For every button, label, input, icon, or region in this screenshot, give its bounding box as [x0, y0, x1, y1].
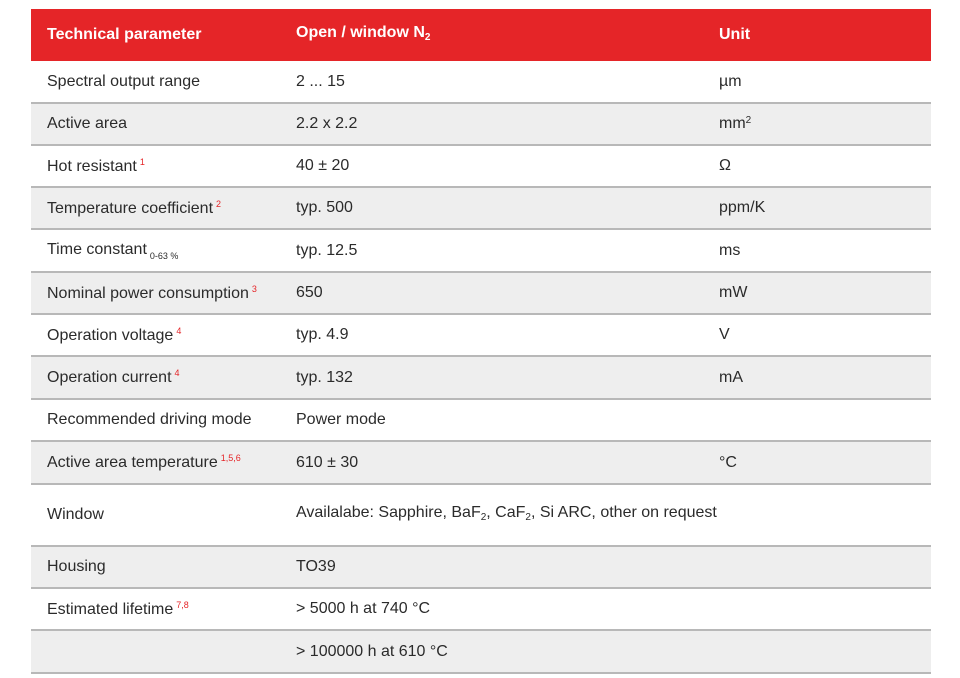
table-row	[31, 400, 931, 442]
footnote-marker: 4	[176, 325, 182, 336]
param-label: Temperature coefficient	[47, 199, 214, 217]
value-cell: typ. 132	[296, 368, 353, 386]
window-text-2: , CaF	[486, 503, 526, 521]
window-text-1: Availalabe: Sapphire, BaF	[296, 503, 481, 521]
param-cell	[31, 411, 296, 429]
header-open-window-text: Open / window N	[296, 23, 425, 41]
header-open-window	[296, 21, 719, 50]
window-text-3: , Si ARC, other on request	[530, 503, 717, 521]
param-label: Estimated lifetime	[47, 600, 174, 618]
footnote-marker: 1,5,6	[220, 453, 241, 463]
unit-cell	[719, 115, 931, 133]
unit-cell: ppm/K	[719, 199, 766, 216]
value-cell: > 5000 h at 740 °C	[296, 600, 431, 617]
baf2-subscript: 2	[480, 511, 487, 523]
header-technical-parameter: Technical parameter	[47, 26, 202, 43]
param-cell	[31, 73, 296, 91]
value-cell: typ. 500	[296, 199, 353, 216]
header-unit: Unit	[719, 26, 751, 43]
caf2-subscript: 2	[525, 511, 531, 523]
unit-cell: Ω	[719, 157, 731, 174]
table-row	[31, 315, 931, 357]
param-label: Recommended driving mode	[47, 411, 252, 428]
footnote-marker: 4	[174, 368, 180, 378]
footnote-marker: 3	[251, 283, 257, 294]
unit-cell: °C	[719, 453, 737, 471]
unit-text: mm	[719, 115, 746, 132]
table-header-row	[31, 9, 931, 61]
param-label: Hot resistant	[47, 157, 137, 175]
param-label: Active area	[47, 115, 128, 132]
param-cell	[31, 453, 296, 472]
value-cell: typ. 4.9	[296, 326, 349, 343]
table-row	[31, 442, 931, 485]
value-cell: 2.2 x 2.2	[296, 115, 358, 132]
param-cell	[31, 241, 296, 261]
footnote-marker: 7,8	[176, 599, 189, 610]
table-row	[31, 357, 931, 400]
param-cell	[31, 506, 296, 524]
footnote-marker: 1	[139, 156, 145, 167]
table-row	[31, 631, 931, 674]
value-cell: 2 ... 15	[296, 72, 345, 90]
footnote-marker: 2	[216, 198, 222, 209]
param-cell	[31, 157, 296, 176]
table-row	[31, 188, 931, 230]
table-row	[31, 589, 931, 631]
value-cell: 610 ± 30	[296, 453, 359, 471]
param-cell	[31, 199, 296, 218]
unit-cell: mW	[719, 284, 748, 301]
value-cell: 40 ± 20	[296, 157, 350, 174]
table-row	[31, 61, 931, 104]
param-label: Active area temperature	[47, 454, 218, 471]
technical-parameter-table	[31, 9, 931, 674]
table-row	[31, 547, 931, 589]
table-row	[31, 273, 931, 315]
param-subscript: 0-63 %	[149, 250, 179, 261]
param-label: Housing	[47, 558, 106, 575]
value-cell: > 100000 h at 610 °C	[296, 642, 448, 660]
unit-cell: mA	[719, 368, 743, 386]
param-label: Time constant	[47, 240, 147, 258]
unit-cell: µm	[719, 72, 742, 90]
param-cell	[31, 368, 296, 387]
header-n2-subscript: 2	[424, 31, 431, 43]
value-cell	[296, 501, 719, 530]
param-label: Window	[47, 506, 104, 523]
unit-superscript: 2	[745, 115, 752, 126]
param-label: Operation voltage	[47, 326, 174, 344]
table-row	[31, 230, 931, 273]
value-cell: Power mode	[296, 411, 386, 428]
param-cell	[31, 558, 296, 576]
param-label: Spectral output range	[47, 72, 200, 90]
value-cell: typ. 12.5	[296, 241, 358, 259]
unit-cell: ms	[719, 241, 741, 259]
param-cell	[31, 284, 296, 303]
param-cell	[31, 326, 296, 345]
value-cell: 650	[296, 284, 323, 301]
table-row	[31, 104, 931, 146]
param-cell	[31, 600, 296, 619]
table-row	[31, 146, 931, 188]
param-cell	[31, 115, 296, 133]
param-label: Operation current	[47, 369, 172, 386]
value-cell: TO39	[296, 558, 336, 575]
table-row	[31, 485, 931, 547]
unit-cell: V	[719, 326, 730, 343]
param-label: Nominal power consumption	[47, 284, 249, 302]
